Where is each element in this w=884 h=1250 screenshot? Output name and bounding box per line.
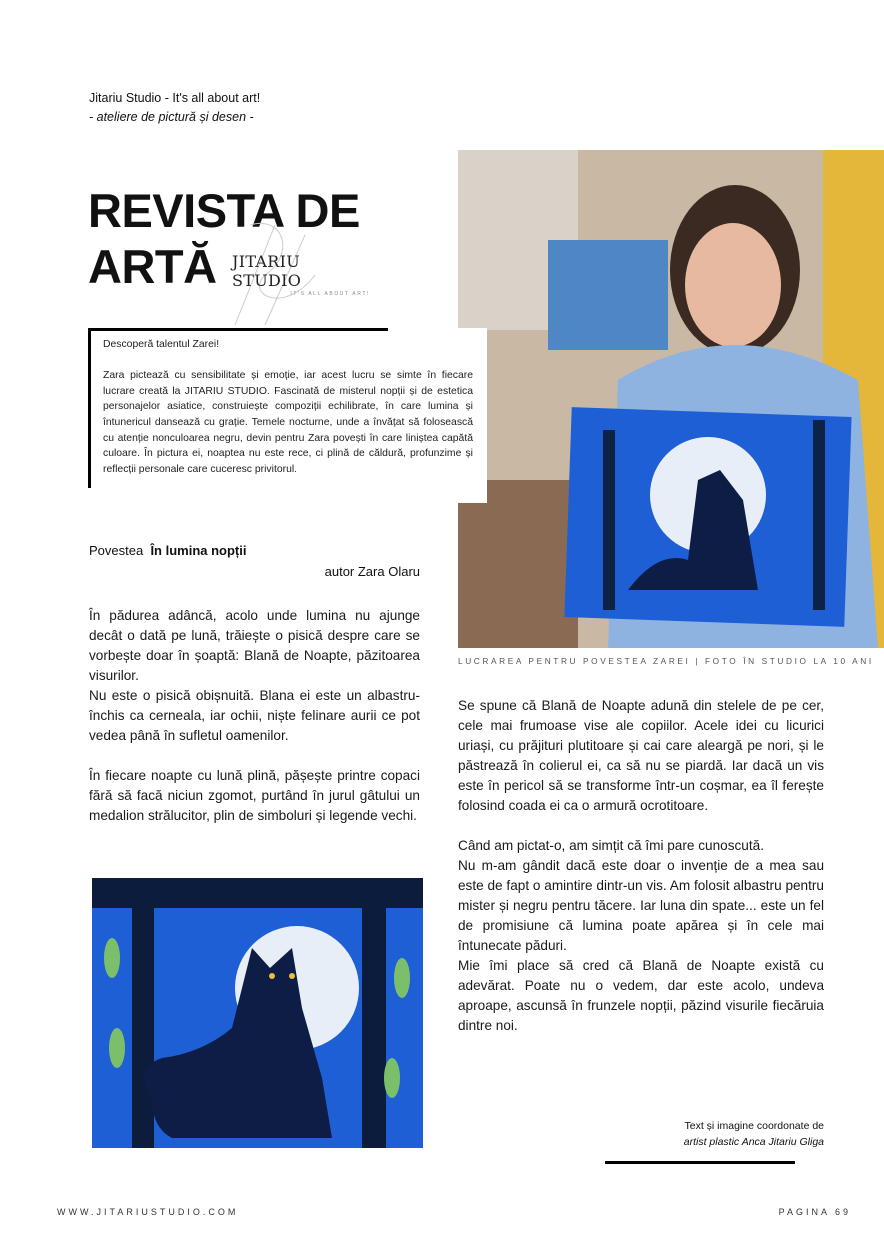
- paragraph: Nu este o pisică obișnuită. Blana ei este un albastru-închis ca cerneala, iar ochii, niște felinare aurii ce pot vedea până în sufletul oamenilor.: [89, 688, 420, 743]
- logo-tagline: IT'S ALL ABOUT ART!: [290, 291, 370, 297]
- cat-painting: [92, 878, 423, 1148]
- intro-heading: Descoperă talentul Zarei!: [103, 339, 220, 350]
- page-number: PAGINA 69: [778, 1207, 851, 1217]
- studio-logo: [232, 252, 370, 297]
- title-line-1: REVISTA DE: [88, 184, 360, 237]
- paragraph: În pădurea adâncă, acolo unde lumina nu ajunge decât o dată pe lună, trăiește o pisică despre care se vorbește doar în șoaptă: Blană de Noapte, păzitoarea visurilor.: [89, 608, 420, 683]
- paragraph: Nu m-am gândit dacă este doar o invenție de a mea sau este de fapt o amintire dintr-un vis. Am folosit albastru pentru mister și negru pentru tăcere. Iar luna din spate... este un fel de promisiune că lumina poate apărea și în cele mai întunecate păduri.: [458, 858, 824, 953]
- paragraph: În fiecare noapte cu lună plină, pășește printre copaci fără să facă niciun zgomot, purtând în jurul gâtului un medalion strălucitor, plin de simboluri și legende vechi.: [89, 768, 420, 823]
- story-name: În lumina nopții: [150, 543, 247, 558]
- story-author: autor Zara Olaru: [324, 564, 420, 579]
- credit-line: Text și imagine coordonate de: [684, 1120, 824, 1132]
- divider: [605, 1161, 795, 1164]
- studio-subtitle: - ateliere de pictură și desen -: [89, 110, 254, 124]
- paragraph: Mie îmi place să cred că Blană de Noapte există cu adevărat. Poate nu o vedem, dar este acolo, undeva aproape, ascunsă în frunzele nopții, păzind visurile fiecăruia dintre noi.: [458, 958, 824, 1033]
- story-title: [89, 543, 246, 558]
- logo-name: JITARIU STUDIO: [232, 252, 302, 290]
- story-left-column: [89, 606, 420, 826]
- story-right-column: [458, 696, 824, 1036]
- footer-website-link[interactable]: WWW.JITARIUSTUDIO.COM: [57, 1207, 239, 1217]
- divider: [88, 328, 91, 488]
- studio-tagline: Jitariu Studio - It's all about art!: [89, 91, 261, 105]
- intro-box: [88, 328, 487, 503]
- student-photo: [458, 150, 884, 648]
- divider: [88, 328, 388, 331]
- title-line-2: ARTĂ: [88, 240, 217, 293]
- paragraph: Când am pictat-o, am simțit că îmi pare cunoscută.: [458, 838, 764, 853]
- studio-header: [89, 89, 260, 127]
- story-label: Povestea: [89, 543, 144, 558]
- credits: [560, 1118, 824, 1150]
- credit-author: artist plastic Anca Jitariu Gliga: [683, 1136, 824, 1148]
- photo-caption: LUCRAREA PENTRU POVESTEA ZAREI | FOTO ÎN STUDIO LA 10 ANI: [458, 656, 874, 666]
- paragraph: Se spune că Blană de Noapte adună din stelele de pe cer, cele mai frumoase vise ale copiilor. Acele idei cu licurici uriași, cu prăjituri plutitoare și cai care aleargă pe nori, și le păstrează în colierul ei, ca să nu se piardă. Iar dacă un vis este în pericol să se transforme într-un coșmar, ea îl ferește folosind coada ei ca o armură ocrotitoare.: [458, 698, 824, 813]
- intro-body: Zara pictează cu sensibilitate și emoție, iar acest lucru se simte în fiecare lucrare creată la JITARIU STUDIO. Fascinată de misterul nopții și de estetica personajelor asiatice, construiește compoziții echilibrate, în care lumina și întunericul dansează cu grație. Temele nocturne, unde a învățat să folosească cu atenție nonculoarea negru, devin pentru Zara povești în care liniștea capătă culoare. În pictura ei, noaptea nu este rece, ci plină de căldură, profunzime și reflecții personale care cuceresc privitorul.: [103, 370, 473, 475]
